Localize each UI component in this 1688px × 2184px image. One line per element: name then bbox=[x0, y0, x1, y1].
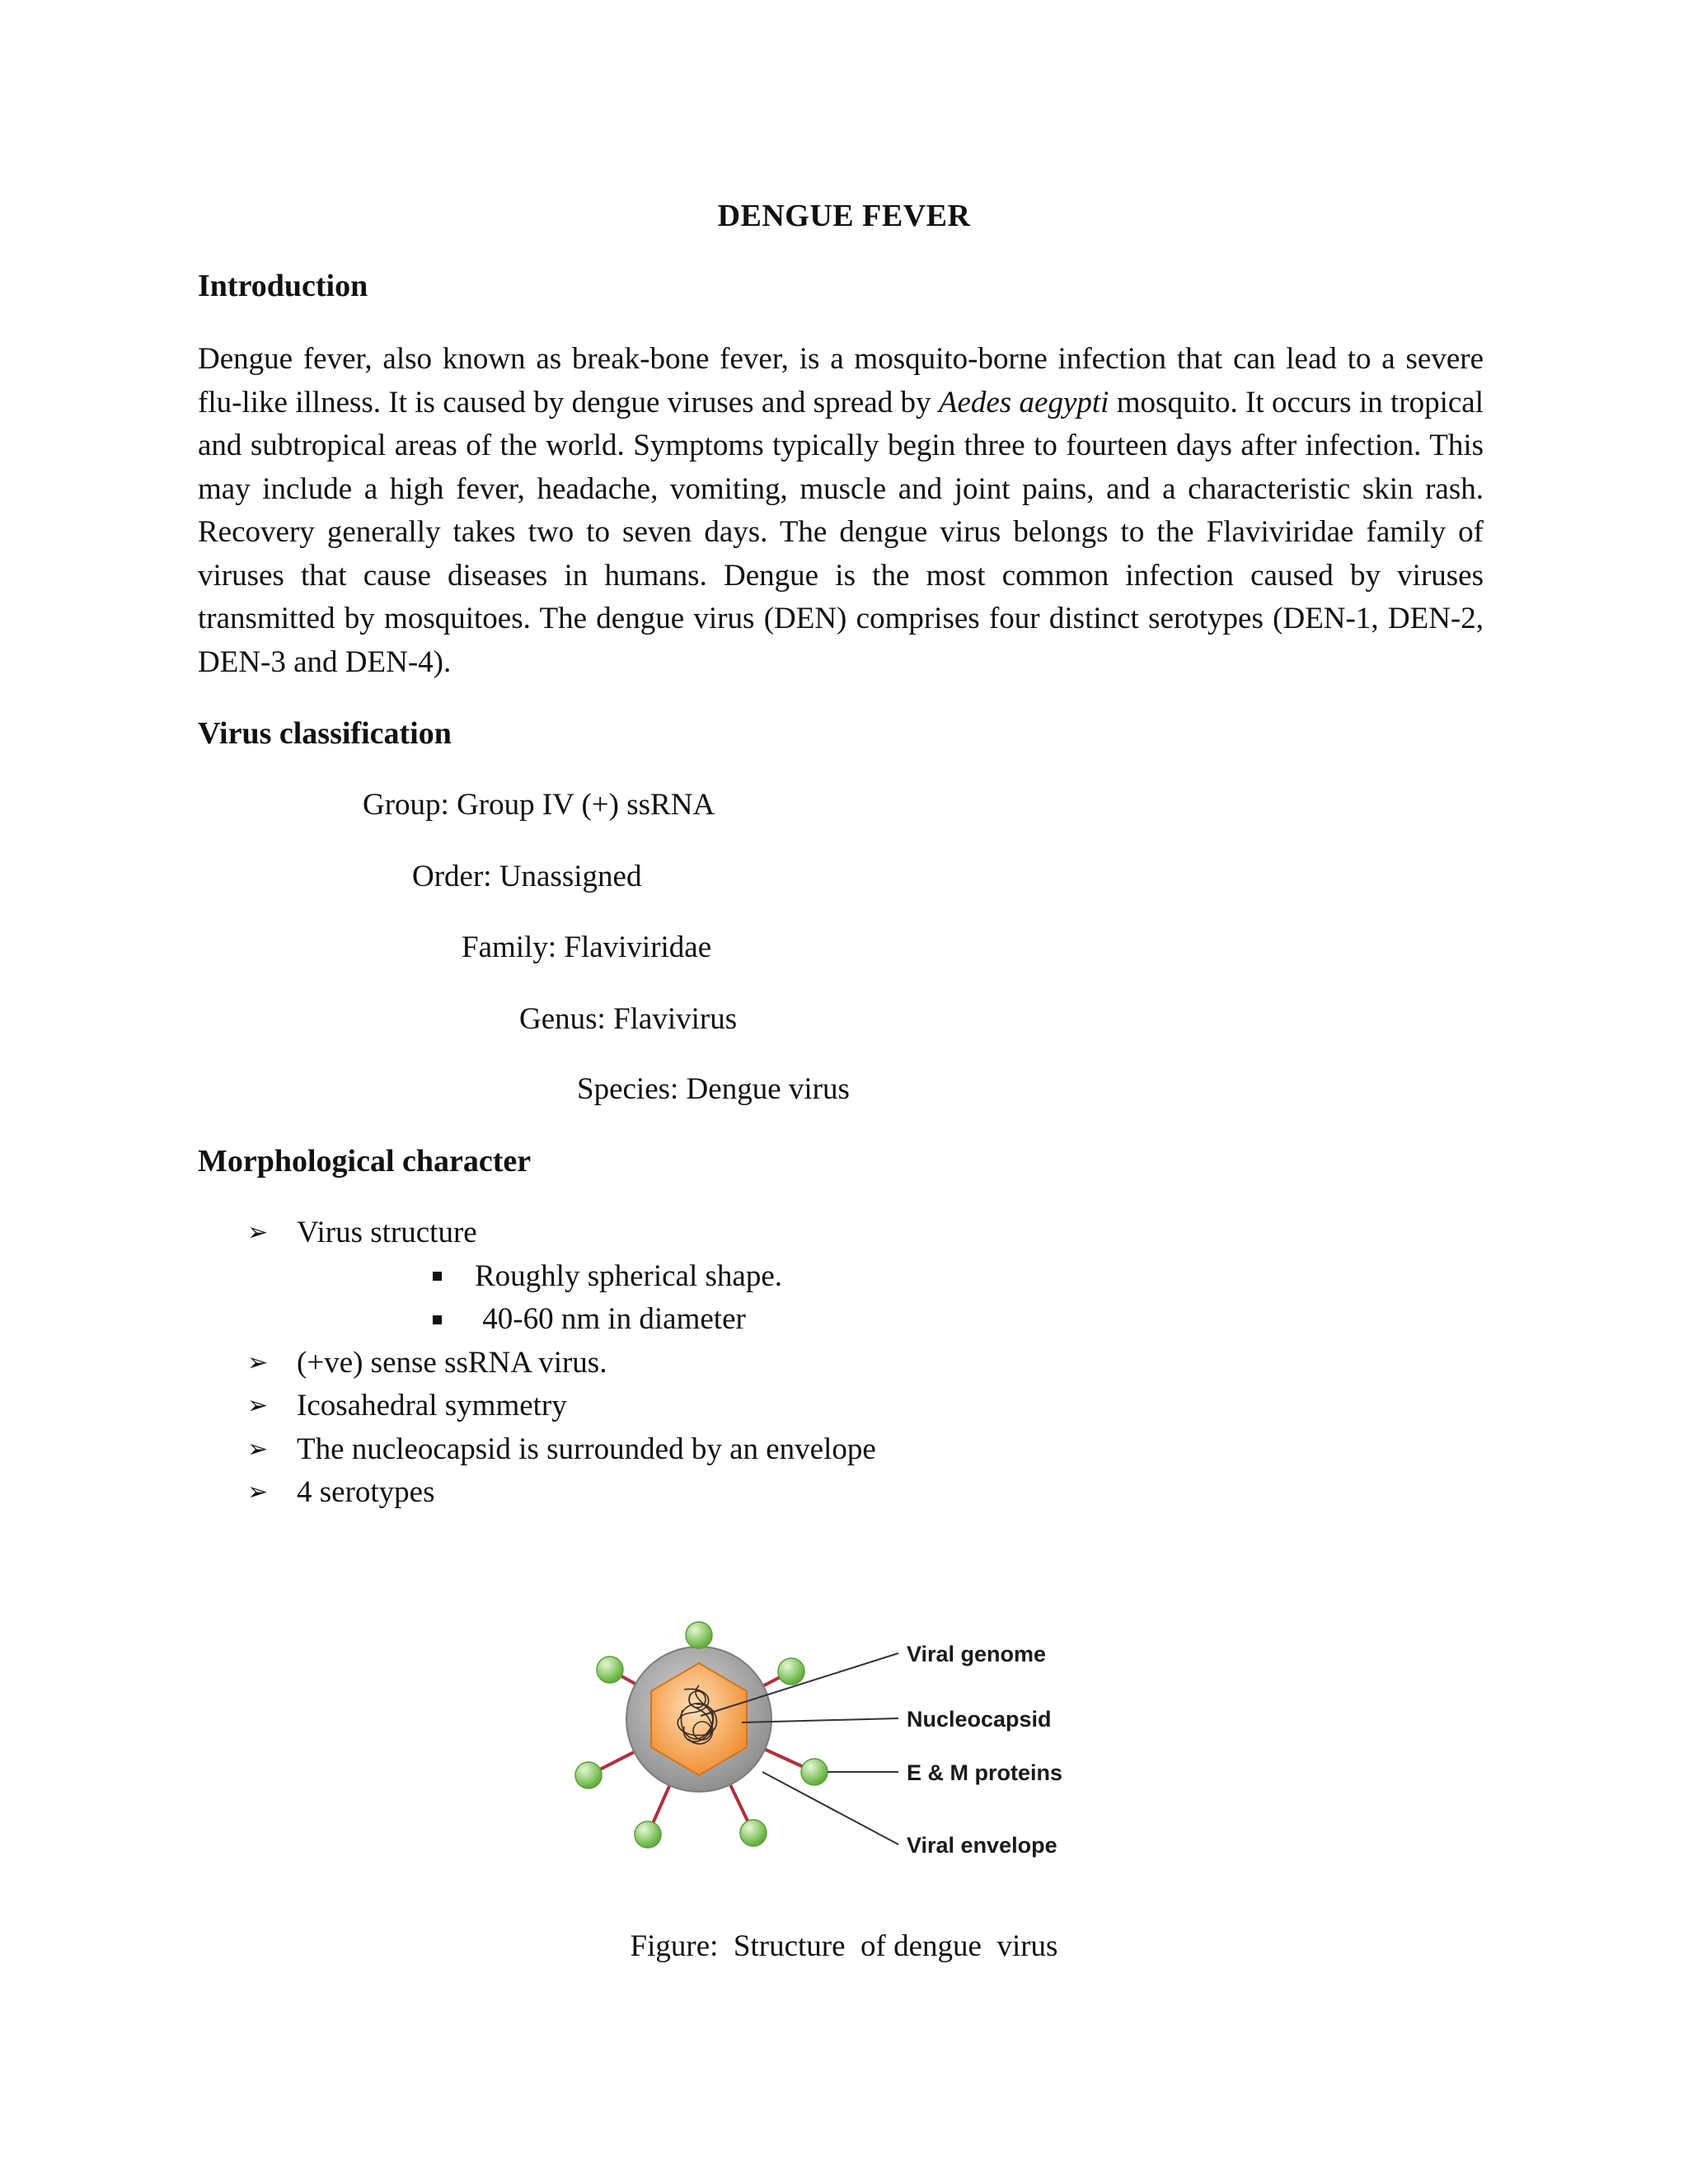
list-item bbox=[247, 1385, 1319, 1428]
label-e-m-proteins: E & M proteins bbox=[907, 1760, 1063, 1785]
bullet-ssrna: (+ve) sense ssRNA virus. bbox=[297, 1345, 607, 1380]
sub-list-item bbox=[247, 1255, 1319, 1299]
label-viral-envelope: Viral envelope bbox=[907, 1833, 1057, 1858]
morphology-list bbox=[247, 1212, 1319, 1515]
square-bullet-icon bbox=[433, 1315, 442, 1324]
introduction-paragraph bbox=[198, 338, 1484, 684]
arrow-bullet-icon: ➢ bbox=[247, 1479, 269, 1506]
square-bullet-icon bbox=[433, 1272, 442, 1281]
classification-family: Family: Flaviviridae bbox=[462, 930, 712, 964]
virus-structure-label: Virus structure bbox=[297, 1216, 477, 1249]
virus-diagram bbox=[560, 1607, 1104, 1879]
document-title: DENGUE FEVER bbox=[717, 199, 971, 233]
figure-caption: Figure: Structure of dengue virus bbox=[630, 1929, 1058, 1963]
list-item bbox=[247, 1342, 1319, 1385]
morphology-heading: Morphological character bbox=[198, 1144, 532, 1179]
classification-group: Group: Group IV (+) ssRNA bbox=[363, 788, 715, 822]
classification-species: Species: Dengue virus bbox=[577, 1072, 850, 1106]
sub-list-item bbox=[247, 1298, 1319, 1342]
bullet-envelope: The nucleocapsid is surrounded by an envelope bbox=[297, 1432, 876, 1466]
list-item bbox=[247, 1471, 1319, 1515]
intro-text-part2: mosquito. It occurs in tropical and subtropical areas of the world. Symptoms typically begin three to fourteen days after infection. This may include a high fever, headache, vomiting, muscle and joint pains, and a characteristic skin rash. Recovery generally takes two to seven days. The dengue virus belongs to the Flaviviridae family of viruses that cause diseases in humans. Dengue is the most common infection caused by viruses transmitted by mosquitoes. The dengue virus (DEN) comprises four distinct serotypes (DEN-1, DEN-2, DEN-3 and DEN-4). bbox=[198, 385, 1484, 679]
arrow-bullet-icon: ➢ bbox=[247, 1348, 269, 1376]
arrow-bullet-icon: ➢ bbox=[247, 1219, 269, 1246]
introduction-heading: Introduction bbox=[198, 269, 368, 303]
intro-species-name: Aedes aegypti bbox=[938, 385, 1109, 419]
arrow-bullet-icon: ➢ bbox=[247, 1392, 269, 1419]
virus-structure-figure bbox=[560, 1607, 1104, 1879]
label-viral-genome: Viral genome bbox=[907, 1642, 1047, 1666]
classification-genus: Genus: Flavivirus bbox=[519, 1002, 738, 1036]
structure-detail-diameter: 40-60 nm in diameter bbox=[475, 1302, 746, 1336]
classification-order: Order: Unassigned bbox=[412, 860, 642, 893]
label-nucleocapsid: Nucleocapsid bbox=[907, 1707, 1052, 1732]
list-item bbox=[247, 1212, 1319, 1255]
arrow-bullet-icon: ➢ bbox=[247, 1435, 269, 1463]
list-item bbox=[247, 1428, 1319, 1472]
bullet-symmetry: Icosahedral symmetry bbox=[297, 1389, 567, 1422]
structure-detail-shape: Roughly spherical shape. bbox=[475, 1258, 782, 1293]
intro-text-part1: Dengue fever, also known as break-bone fever, is a mosquito-borne infection that can lead to a severe flu-like illness. It is caused by dengue viruses and spread by bbox=[198, 342, 1484, 419]
bullet-serotypes: 4 serotypes bbox=[297, 1475, 435, 1509]
classification-heading: Virus classification bbox=[198, 716, 452, 751]
